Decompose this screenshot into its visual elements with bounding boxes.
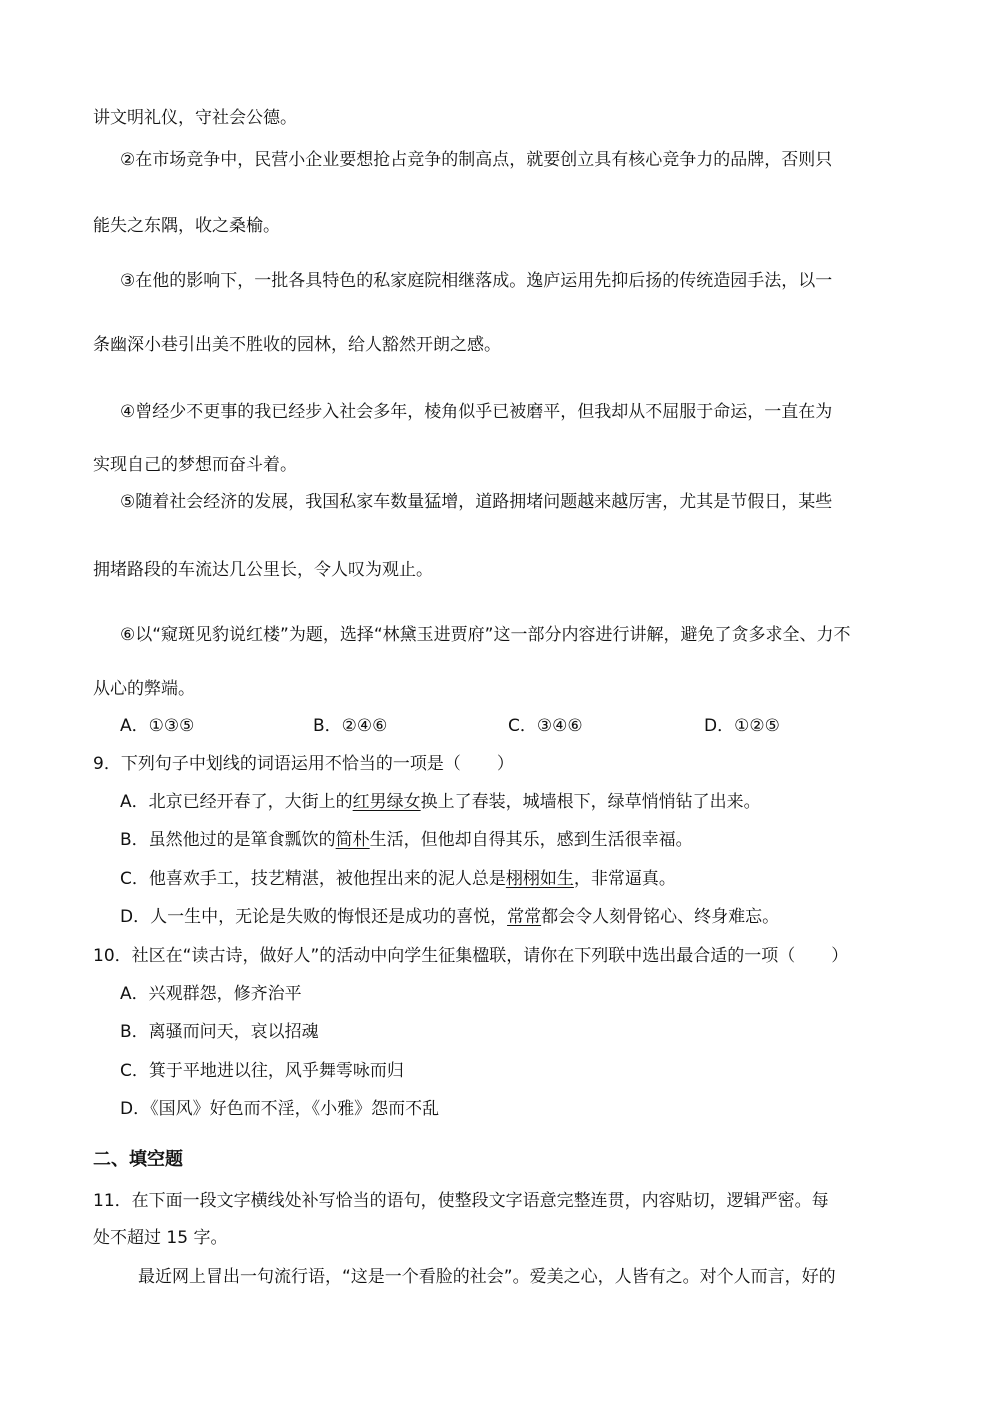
q10-option-b: B．离骚而问天，哀以招魂 [120,1022,319,1042]
q8-option-b: B．②④⑥ [313,716,388,736]
q9-option-d-pre: D．人一生中，无论是失败的悔恨还是成功的喜悦， [120,907,508,927]
q10-option-c: C．箕于平地进以往，风乎舞雩咏而归 [120,1061,404,1081]
item-4-line1: ④曾经少不更事的我已经步入社会多年，棱角似乎已被磨平，但我却从不屈服于命运，一直在为 [120,402,833,422]
q9-option-a-pre: A．北京已经开春了，大街上的 [120,792,353,812]
q9-option-c-post: ，非常逼真。 [573,869,676,889]
section-heading-fill-blank: 二、填空题 [93,1149,183,1170]
q8-option-a: A．①③⑤ [120,716,195,736]
q9-stem [93,752,514,776]
item-3-line1: ③在他的影响下，一批各具特色的私家庭院相继落成。逸庐运用先抑后扬的传统造园手法，以一 [120,271,833,291]
q8-option-d: D．①②⑤ [704,716,780,736]
q11-stem-line1: 11．在下面一段文字横线处补写恰当的语句，使整段文字语意完整连贯，内容贴切，逻辑严密。每 [93,1191,829,1211]
q9-option-b-underlined: 简朴 [335,830,370,850]
q9-option-a-post: 换上了春装，城墙根下，绿草悄悄钻了出来。 [420,792,761,812]
continuation-line: 讲文明礼仪，守社会公德。 [93,108,297,128]
q10-option-d: D．《国风》好色而不淫，《小雅》怨而不乱 [120,1099,440,1119]
q9-option-a [120,790,761,814]
item-4-line2: 实现自己的梦想而奋斗着。 [93,455,297,475]
q9-option-b [120,828,693,852]
q9-option-b-post: 生活，但他却自得其乐，感到生活很幸福。 [369,830,693,850]
item-6-line1: ⑥以“窥斑见豹说红楼”为题，选择“林黛玉进贾府”这一部分内容进行讲解，避免了贪多求全、力不 [120,625,851,645]
q10-stem-text: 10．社区在“读古诗，做好人”的活动中向学生征集楹联，请你在下列联中选出最合适的一项（ [93,946,796,966]
item-6-line2: 从心的弊端。 [93,679,195,699]
item-2-line1: ②在市场竞争中，民营小企业要想抢占竞争的制高点，就要创立具有核心竞争力的品牌，否则只 [120,150,833,170]
q9-option-b-pre: B．虽然他过的是箪食瓢饮的 [120,830,336,850]
item-3-line2: 条幽深小巷引出美不胜收的园林，给人豁然开朗之感。 [93,335,501,355]
q9-option-d-underlined: 常常 [507,907,542,927]
q9-stem-end: ） [496,754,514,774]
item-2-line2: 能失之东隅，收之桑榆。 [93,216,280,236]
q9-option-a-underlined: 红男绿女 [352,792,421,812]
q9-option-d-post: 都会令人刻骨铭心、终身难忘。 [541,907,780,927]
q9-option-c [120,867,676,891]
q9-option-c-pre: C．他喜欢手工，技艺精湛，被他捏出来的泥人总是 [120,869,506,889]
q11-paragraph: 最近网上冒出一句流行语，“这是一个看脸的社会”。爱美之心，人皆有之。对个人而言，好的 [138,1267,836,1287]
q10-option-a: A．兴观群怨，修齐治平 [120,984,302,1004]
q10-stem [93,944,848,968]
item-5-line2: 拥堵路段的车流达几公里长，令人叹为观止。 [93,560,433,580]
q11-stem-line2: 处不超过 15 字。 [93,1228,228,1248]
q9-option-d [120,905,779,929]
item-5-line1: ⑤随着社会经济的发展，我国私家车数量猛增，道路拥堵问题越来越厉害，尤其是节假日，某些 [120,492,833,512]
q10-stem-end: ） [831,946,849,966]
q9-stem-text: 9．下列句子中划线的词语运用不恰当的一项是（ [93,754,461,774]
q9-option-c-underlined: 栩栩如生 [505,869,574,889]
q8-option-c: C．③④⑥ [508,716,583,736]
